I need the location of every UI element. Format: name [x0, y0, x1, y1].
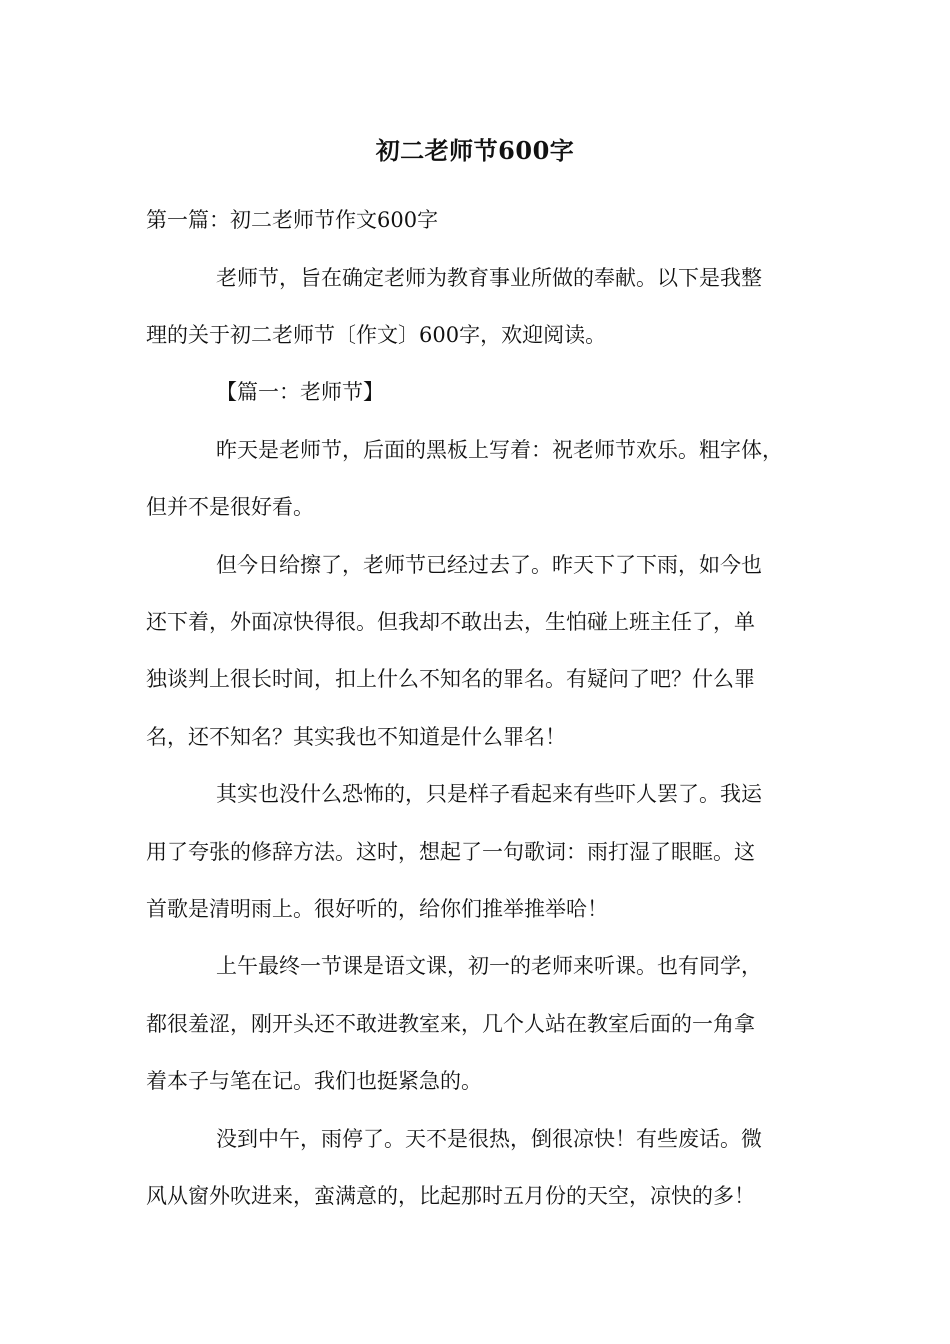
paragraph-line: 没到中午，雨停了。天不是很热，倒很凉快！有些废话。微: [216, 1127, 762, 1151]
paragraph-line: 但并不是很好看。: [146, 495, 314, 519]
paragraph-line: 上午最终一节课是语文课，初一的老师来听课。也有同学，: [216, 954, 762, 978]
document-title: 初二老师节600字: [375, 136, 575, 165]
paragraph-line: 理的关于初二老师节〔作文〕600字，欢迎阅读。: [146, 323, 607, 347]
paragraph-line: 着本子与笔在记。我们也挺紧急的。: [146, 1069, 482, 1093]
paragraph-line: 风从窗外吹进来，蛮满意的，比起那时五月份的天空，凉快的多！: [146, 1184, 755, 1208]
paragraph-line: 首歌是清明雨上。很好听的，给你们推举推举哈！: [146, 897, 608, 921]
paragraph-line: 昨天是老师节，后面的黑板上写着：祝老师节欢乐。粗字体，: [216, 438, 783, 462]
paragraph-line: 用了夸张的修辞方法。这时，想起了一句歌词：雨打湿了眼眶。这: [146, 840, 755, 864]
paragraph-line: 但今日给擦了，老师节已经过去了。昨天下了下雨，如今也: [216, 553, 762, 577]
paragraph-line: 名，还不知名？其实我也不知道是什么罪名！: [146, 725, 566, 749]
paragraph-line: 其实也没什么恐怖的，只是样子看起来有些吓人罢了。我运: [216, 782, 762, 806]
section-label: 【篇一：老师节】: [216, 380, 384, 404]
paragraph-line: 还下着，外面凉快得很。但我却不敢出去，生怕碰上班主任了，单: [146, 610, 755, 634]
paragraph-line: 老师节，旨在确定老师为教育事业所做的奉献。以下是我整: [216, 266, 762, 290]
paragraph-line: 独谈判上很长时间，扣上什么不知名的罪名。有疑问了吧？什么罪: [146, 667, 755, 691]
section-heading: 第一篇：初二老师节作文600字: [146, 208, 439, 232]
paragraph-line: 都很羞涩，刚开头还不敢进教室来，几个人站在教室后面的一角拿: [146, 1012, 755, 1036]
